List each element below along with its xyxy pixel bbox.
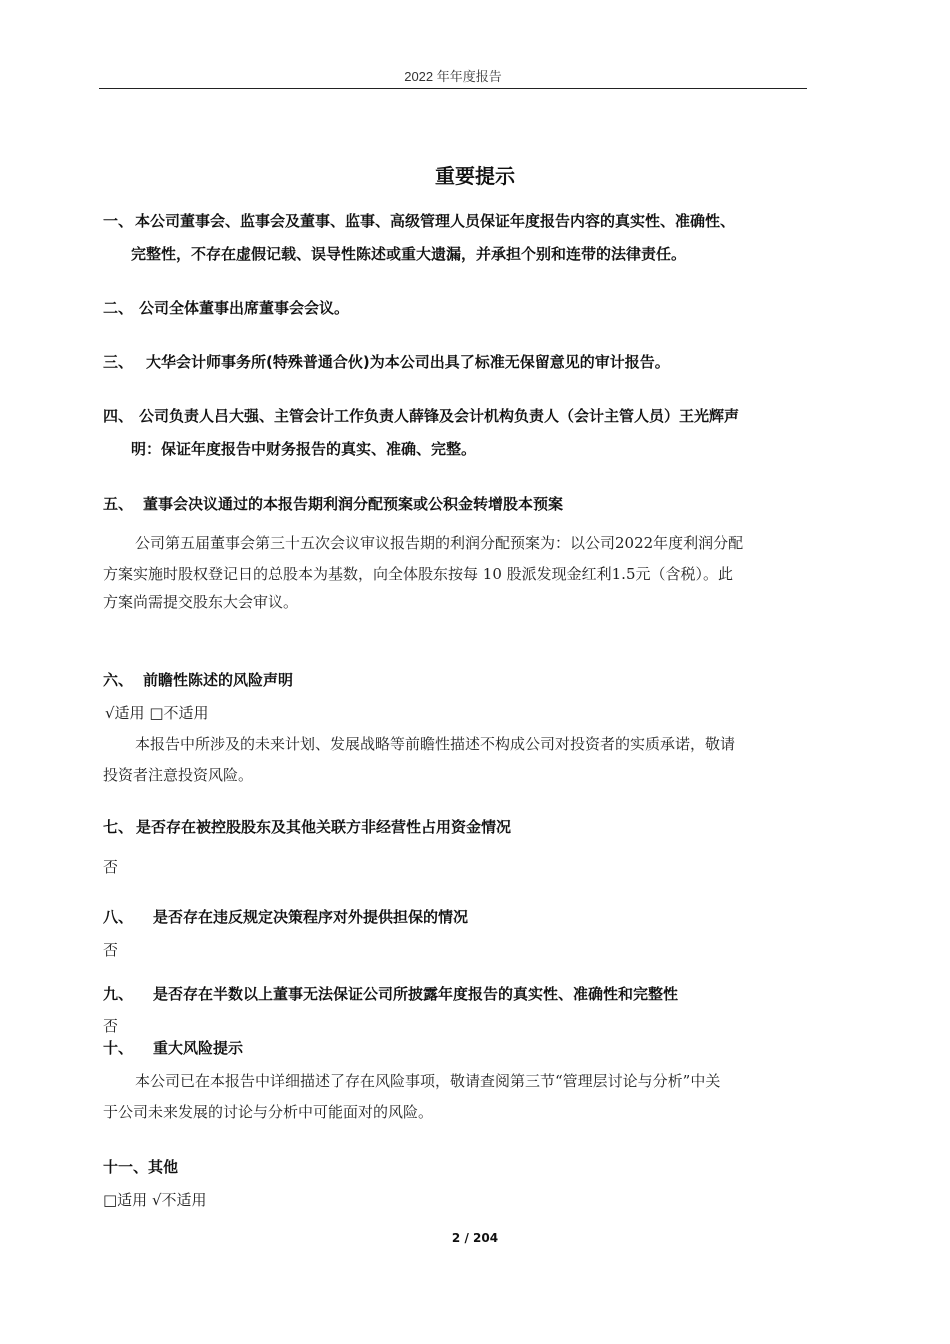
section-10-paragraph-line-2: 于公司未来发展的讨论与分析中可能面对的风险。 — [103, 1103, 434, 1121]
section-10-paragraph-line-1: 本公司已在本报告中详细描述了存在风险事项，敬请查阅第三节“管理层讨论与分析”中关 — [135, 1072, 721, 1090]
section-5-paragraph-line-2: 方案实施时股权登记日的总股本为基数，向全体股东按每 10 股派发现金红利1.5元（含税）。此 — [103, 565, 733, 583]
section-10-heading — [103, 1038, 243, 1058]
section-title: 前瞻性陈述的风险声明 — [143, 671, 294, 689]
section-4-heading — [103, 406, 739, 426]
section-number: 一、 — [103, 212, 134, 230]
header-divider — [99, 88, 807, 89]
section-title: 是否存在半数以上董事无法保证公司所披露年度报告的真实性、准确性和完整性 — [153, 985, 679, 1003]
section-7-answer: 否 — [103, 858, 119, 876]
section-title: 董事会决议通过的本报告期利润分配预案或公积金转增股本预案 — [143, 495, 564, 513]
section-1-heading — [103, 211, 735, 231]
section-2-heading — [103, 298, 349, 318]
section-8-heading — [103, 907, 468, 927]
section-number: 六、 — [103, 671, 134, 689]
section-number: 四、 — [103, 407, 134, 425]
section-number: 十、 — [103, 1039, 134, 1057]
section-5-paragraph-line-3: 方案尚需提交股东大会审议。 — [103, 593, 299, 611]
section-7-heading — [103, 817, 511, 837]
section-title: 是否存在被控股股东及其他关联方非经营性占用资金情况 — [136, 818, 512, 836]
section-text: 公司全体董事出席董事会会议。 — [139, 299, 350, 317]
section-text: 公司负责人吕大强、主管会计工作负责人薛锋及会计机构负责人（会计主管人员）王光辉声 — [139, 407, 740, 425]
section-9-heading — [103, 984, 678, 1004]
section-8-answer: 否 — [103, 941, 119, 959]
section-6-paragraph-line-2: 投资者注意投资风险。 — [103, 766, 254, 784]
section-1-continuation: 完整性，不存在虚假记载、误导性陈述或重大遗漏，并承担个别和连带的法律责任。 — [131, 245, 687, 263]
section-9-answer: 否 — [103, 1017, 119, 1035]
section-number: 五、 — [103, 495, 134, 513]
section-number: 七、 — [103, 818, 134, 836]
page-header: 2022 年年度报告 — [404, 69, 502, 84]
section-6-applicability: √适用 □不适用 — [105, 704, 209, 722]
section-6-heading — [103, 670, 293, 690]
section-number: 九、 — [103, 985, 134, 1003]
section-title: 其他 — [148, 1158, 179, 1176]
section-4-continuation: 明：保证年度报告中财务报告的真实、准确、完整。 — [131, 440, 477, 458]
section-number: 三、 — [103, 353, 134, 371]
section-6-paragraph-line-1: 本报告中所涉及的未来计划、发展战略等前瞻性描述不构成公司对投资者的实质承诺，敬请 — [135, 735, 736, 753]
page-number: 2 / 204 — [451, 1231, 499, 1245]
section-5-paragraph-line-1: 公司第五届董事会第三十五次会议审议报告期的利润分配预案为：以公司2022年度利润分配 — [135, 534, 744, 552]
section-11-applicability: □适用 √不适用 — [103, 1191, 207, 1209]
section-text: 本公司董事会、监事会及董事、监事、高级管理人员保证年度报告内容的真实性、准确性、 — [135, 212, 736, 230]
section-title: 是否存在违反规定决策程序对外提供担保的情况 — [153, 908, 469, 926]
section-number: 十一、 — [103, 1158, 149, 1176]
page-title: 重要提示 — [435, 164, 515, 188]
section-number: 二、 — [103, 299, 134, 317]
section-number: 八、 — [103, 908, 134, 926]
section-text: 大华会计师事务所(特殊普通合伙)为本公司出具了标准无保留意见的审计报告。 — [146, 353, 670, 371]
section-5-heading — [103, 494, 563, 514]
section-3-heading — [103, 352, 670, 372]
section-11-heading — [103, 1157, 178, 1177]
section-title: 重大风险提示 — [153, 1039, 244, 1057]
